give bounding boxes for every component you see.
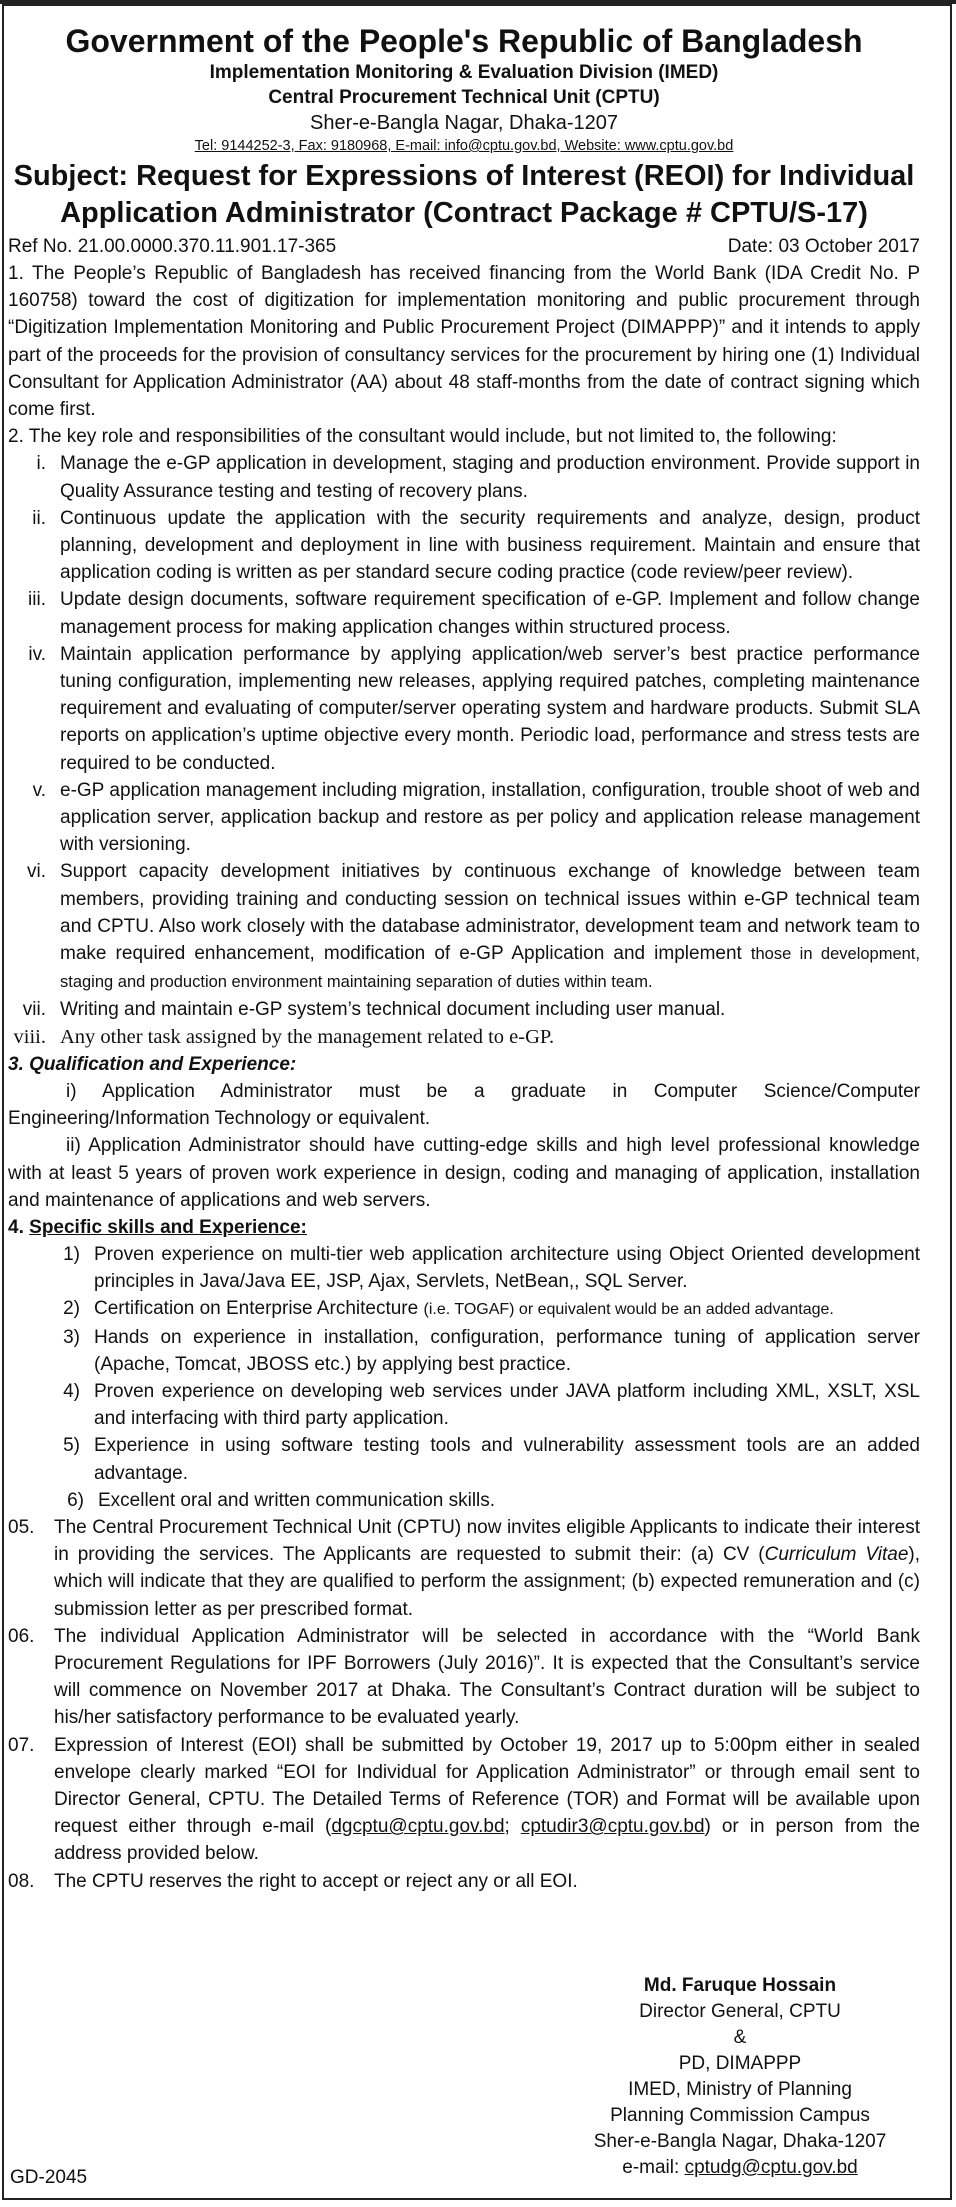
signatory-title: Director General, CPTU (639, 2001, 841, 2022)
skills-list (8, 1241, 920, 1514)
signatory-campus: Planning Commission Campus (610, 2105, 870, 2126)
qualification-heading: 3. Qualification and Experience: (8, 1053, 297, 1075)
paragraph-1: 1. The People’s Republic of Bangladesh has received financing from the World Bank (IDA Credit No. P 160758) toward the cost of digitization for implementation monitoring and public procurement through “Digitization Implementation Monitoring and Public Procurement Project (DIMAPPP)” and it intends to apply part of the proceeds for the provision of consultancy services for the procurement by hiring one (1) Individual Consultant for Application Administrator (AA) about 48 staff-months from the date of contract signing which come first. (8, 263, 920, 421)
numbered-paragraphs (8, 1514, 920, 1895)
roles-list (8, 450, 920, 1050)
notice-date: Date: 03 October 2017 (727, 236, 920, 257)
footer-code: GD-2045 (10, 2167, 88, 2188)
contact-line: Tel: 9144252-3, Fax: 9180968, E-mail: info@cptu.gov.bd, Website: www.cptu.gov.bd (194, 138, 734, 154)
signatory-org: IMED, Ministry of Planning (628, 2079, 852, 2100)
paragraph-2: 2. The key role and responsibilities of the consultant would include, but not limited to, the following: (8, 426, 837, 448)
list-item: viii. Any other task assigned by the management related to e-GP. (13, 1025, 555, 1048)
list-item: iii. Update design documents, software requirement specification of e-GP. Implement and follow change management process for making application changes within structured process. (28, 589, 920, 638)
subject-line-2: Application Administrator (Contract Package # CPTU/S-17) (60, 197, 868, 229)
address-line: Sher-e-Bangla Nagar, Dhaka-1207 (310, 112, 618, 134)
list-item: ii. Continuous update the application with the security requirements and analyze, design, product planning, development and deployment in line with business requirement. Maintain and ensure that application coding is written as per standard secure coding practice (code review/peer review). (32, 507, 920, 584)
email-link-cptudir3[interactable]: cptudir3@cptu.gov.bd (520, 1816, 705, 1838)
list-item: 06. The individual Application Administrator will be selected in accordance with the “World Bank Procurement Regulations for IPF Borrowers (July 2016)”. It is expected that the Consultant’s service will commence on November 2017 at Dhaka. The Consultant’s Contract duration will be subject to his/her satisfactory performance to be evaluated yearly. (8, 1625, 920, 1729)
qualification-item: ii) Application Administrator should have cutting-edge skills and high level professional knowledge with at least 5 years of proven work experience in design, coding and managing of application, installation and maintenance of applications and web servers. (8, 1135, 920, 1211)
list-item: i. Manage the e-GP application in development, staging and production environment. Provide support in Quality Assurance testing and testing of recovery plans. (36, 453, 920, 502)
list-item: 08. The CPTU reserves the right to accept or reject any or all EOI. (8, 1870, 578, 1892)
government-title: Government of the People's Republic of Bangladesh (65, 23, 863, 59)
notice-body (8, 22, 920, 1895)
unit-name: Central Procurement Technical Unit (CPTU) (268, 87, 660, 108)
list-item: 6) Excellent oral and written communication skills. (67, 1489, 496, 1511)
list-item: vii. Writing and maintain e-GP system’s technical document including user manual. (22, 999, 726, 1021)
qualification-item: i) Application Administrator must be a graduate in Computer Science/Computer Engineering/Information Technology or equivalent. (8, 1080, 920, 1130)
subject-heading (8, 158, 920, 232)
ampersand: & (733, 2027, 747, 2048)
signatory-name: Md. Faruque Hossain (643, 1975, 837, 1996)
subject-line-1: Subject: Request for Expressions of Interest (REOI) for Individual (13, 160, 915, 192)
reference-line (8, 234, 920, 260)
signatory-email-line: e-mail: cptudg@cptu.gov.bd (622, 2157, 858, 2178)
email-link-dgcptu[interactable]: dgcptu@cptu.gov.bd (331, 1816, 505, 1838)
signatory-address: Sher-e-Bangla Nagar, Dhaka-1207 (593, 2131, 887, 2152)
skills-heading: 4. Specific skills and Experience: (8, 1216, 307, 1238)
list-item: vi. Support capacity development initiatives by continuous exchange of knowledge between team members, providing training and conducting session on technical issues within e-GP technical team and CPTU. Also work closely with the database administrator, development team and network team to make required enhancement, modification of e-GP Application and implement those in development, staging and production environment maintaining separation of duties within team. (27, 861, 920, 992)
list-item: v. e-GP application management including migration, installation, configuration, trouble shoot of web and application server, application backup and restore as per policy and application release management with versioning. (32, 779, 920, 856)
list-item: 5) Experience in using software testing tools and vulnerability assessment tools are an added advantage. (63, 1435, 920, 1484)
list-item: 05. The Central Procurement Technical Unit (CPTU) now invites eligible Applicants to indicate their interest in providing the services. The Applicants are requested to submit their: (a) CV (Curriculum Vitae), which will indicate that they are qualified to perform the assignment; (b) expected remuneration and (c) submission letter as per prescribed format. (8, 1516, 920, 1620)
reference-number: Ref No. 21.00.0000.370.11.901.17-365 (8, 236, 337, 257)
list-item: 07. Expression of Interest (EOI) shall be submitted by October 19, 2017 up to 5:00pm either in sealed envelope clearly marked “EOI for Individual for Application Administrator” or through email sent to Director General, CPTU. The Detailed Terms of Reference (TOR) and Format will be available upon request either through e-mail (dgcptu@cptu.gov.bd; cptudir3@cptu.gov.bd) or in person from the address provided below. (8, 1734, 920, 1865)
list-item: 1) Proven experience on multi-tier web application architecture using Object Oriented development principles in Java/Java EE, JSP, Ajax, Servlets, NetBean,, SQL Server. (63, 1243, 920, 1293)
list-item: 2) Certification on Enterprise Architecture (i.e. TOGAF) or equivalent would be an added advantage. (63, 1298, 834, 1320)
division-name: Implementation Monitoring & Evaluation Division (IMED) (209, 62, 719, 83)
letterhead (8, 22, 920, 156)
list-item: iv. Maintain application performance by applying application/web server’s best practice performance tuning configuration, implementing new releases, applying required patches, completing maintenance requirement and evaluating of computer/server operating system and hardware products. Submit SLA reports on application’s uptime objective every month. Periodic load, performance and stress tests are required to be conducted. (28, 643, 920, 774)
signature-block (580, 1973, 900, 2181)
email-link-cptudg[interactable]: cptudg@cptu.gov.bd (684, 2157, 858, 2178)
list-item: 4) Proven experience on developing web services under JAVA platform including XML, XSLT, XSL and interfacing with third party application. (63, 1380, 920, 1430)
signatory-title-2: PD, DIMAPPP (678, 2053, 802, 2074)
list-item: 3) Hands on experience in installation, configuration, performance tuning of application server (Apache, Tomcat, JBOSS etc.) by applying best practice. (63, 1326, 920, 1375)
